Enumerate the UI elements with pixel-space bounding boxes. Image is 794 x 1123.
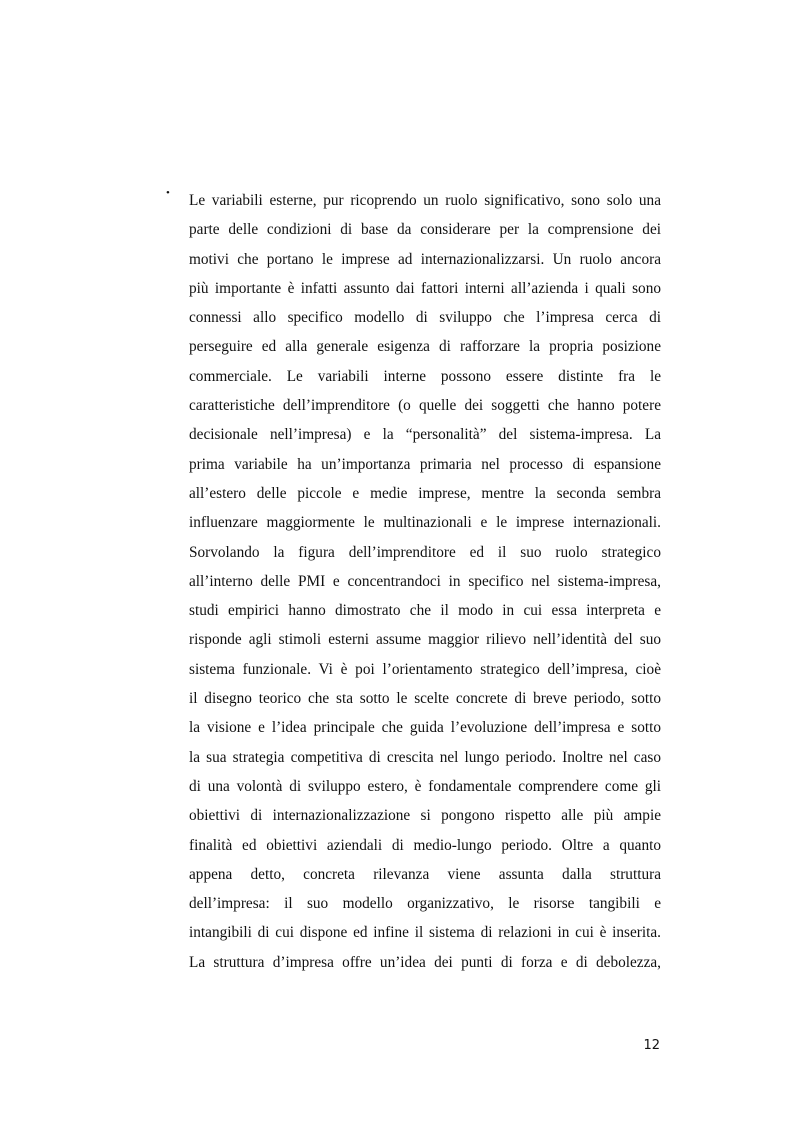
text-line: La struttura d’impresa offre un’idea dei punti di forza e di debolezza, xyxy=(189,953,661,971)
text-line: all’estero delle piccole e medie imprese, mentre la seconda sembra xyxy=(189,484,661,502)
text-line: perseguire ed alla generale esigenza di rafforzare la propria posizione xyxy=(189,338,661,356)
text-line: connessi allo specifico modello di sviluppo che l’impresa cerca di xyxy=(189,309,661,327)
bullet-icon: • xyxy=(166,187,170,199)
page-number: 12 xyxy=(643,1038,660,1053)
text-line: finalità ed obiettivi aziendali di medio-lungo periodo. Oltre a quanto xyxy=(189,836,661,854)
text-line: prima variabile ha un’importanza primaria nel processo di espansione xyxy=(189,455,661,473)
text-line: più importante è infatti assunto dai fattori interni all’azienda i quali sono xyxy=(189,279,661,297)
text-line: commerciale. Le variabili interne possono essere distinte fra le xyxy=(189,367,661,385)
text-line: la visione e l’idea principale che guida l’evoluzione dell’impresa e sotto xyxy=(189,719,661,737)
text-line: la sua strategia competitiva di crescita nel lungo periodo. Inoltre nel caso xyxy=(189,748,661,766)
bullet-paragraph xyxy=(189,186,661,977)
text-line: motivi che portano le imprese ad internazionalizzarsi. Un ruolo ancora xyxy=(189,250,661,268)
text-line: studi empirici hanno dimostrato che il modo in cui essa interpreta e xyxy=(189,602,661,620)
text-line: intangibili di cui dispone ed infine il sistema di relazioni in cui è inserita. xyxy=(189,924,661,942)
text-line: Sorvolando la figura dell’imprenditore ed il suo ruolo strategico xyxy=(189,543,661,561)
text-line: appena detto, concreta rilevanza viene assunta dalla struttura xyxy=(189,865,661,883)
text-line: risponde agli stimoli esterni assume maggior rilievo nell’identità del suo xyxy=(189,631,661,649)
text-line: all’interno delle PMI e concentrandoci in specifico nel sistema-impresa, xyxy=(189,572,661,590)
text-line: dell’impresa: il suo modello organizzativo, le risorse tangibili e xyxy=(189,895,661,913)
text-line: influenzare maggiormente le multinazionali e le imprese internazionali. xyxy=(189,514,661,532)
text-line: parte delle condizioni di base da considerare per la comprensione dei xyxy=(189,221,661,239)
text-line: sistema funzionale. Vi è poi l’orientamento strategico dell’impresa, cioè xyxy=(189,660,661,678)
text-line: il disegno teorico che sta sotto le scelte concrete di breve periodo, sotto xyxy=(189,690,661,708)
text-line: obiettivi di internazionalizzazione si pongono rispetto alle più ampie xyxy=(189,807,661,825)
text-line: decisionale nell’impresa) e la “personalità” del sistema-impresa. La xyxy=(189,426,661,444)
text-line: di una volontà di sviluppo estero, è fondamentale comprendere come gli xyxy=(189,777,661,795)
text-line: Le variabili esterne, pur ricoprendo un ruolo significativo, sono solo una xyxy=(189,192,661,209)
text-line: caratteristiche dell’imprenditore (o quelle dei soggetti che hanno potere xyxy=(189,397,661,415)
